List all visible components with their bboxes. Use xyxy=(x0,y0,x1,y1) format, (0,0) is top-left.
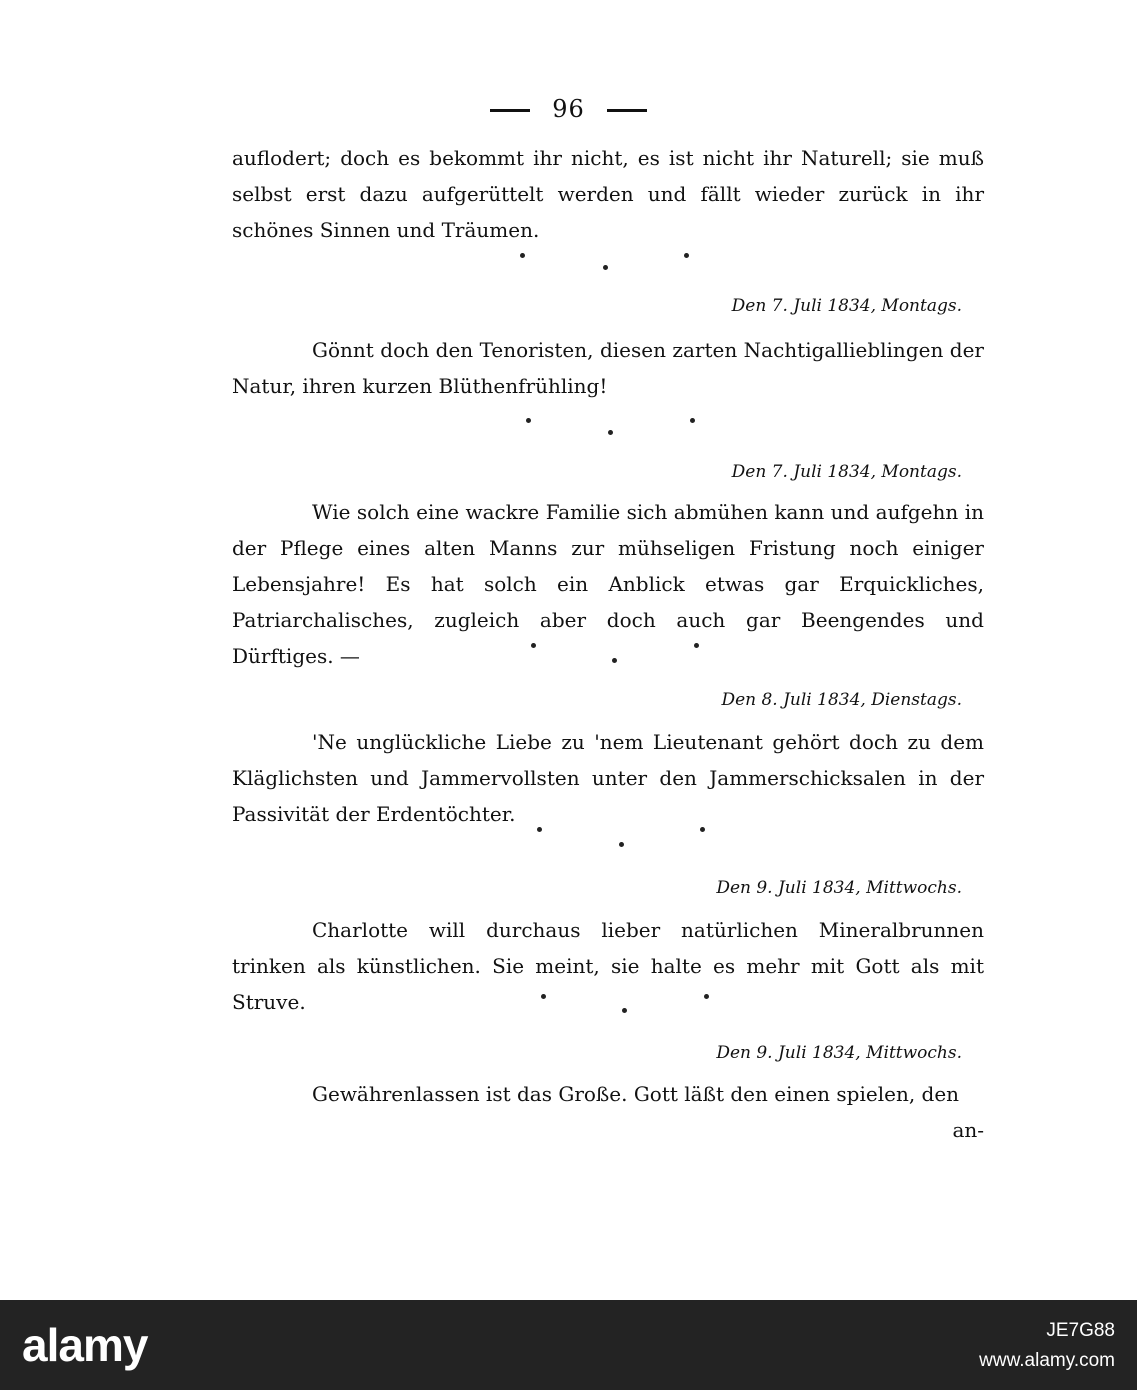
separator-dot xyxy=(690,418,695,423)
entry-5-date: Den 9. Juli 1834, Mittwochs. xyxy=(716,1043,962,1063)
entry-0-text: auflodert; doch es bekommt ihr nicht, es ist nicht ihr Naturell; sie muß selbst erst dazu aufgerüttelt werden und fällt wieder zurück in ihr schönes Sinnen und Träumen. xyxy=(232,146,984,242)
entry-2-date: Den 7. Juli 1834, Montags. xyxy=(731,462,962,482)
footer-url: www.alamy.com xyxy=(979,1350,1115,1371)
separator-dot xyxy=(700,827,705,832)
entry-4-date: Den 9. Juli 1834, Mittwochs. xyxy=(716,878,962,898)
separator-dot xyxy=(603,265,608,270)
separator-dot xyxy=(608,430,613,435)
separator-dot xyxy=(531,643,536,648)
separator-dot xyxy=(612,658,617,663)
separator-dot xyxy=(622,1008,627,1013)
entry-5-continuation: an- xyxy=(952,1118,984,1142)
separator-dot xyxy=(526,418,531,423)
separator-dot xyxy=(694,643,699,648)
separator-dot xyxy=(704,994,709,999)
entry-5-text: Gewährenlassen ist das Große. Gott läßt den einen spielen, den xyxy=(312,1082,960,1106)
dash-right xyxy=(607,109,647,112)
separator-dot xyxy=(619,842,624,847)
entry-3-date: Den 8. Juli 1834, Dienstags. xyxy=(721,690,962,710)
separator-dot xyxy=(684,253,689,258)
entry-2-text: Wie solch eine wackre Familie sich abmühen kann und aufgehn in der Pflege eines alten Manns zur mühseligen Fristung noch einiger Lebensjahre! Es hat solch ein Anblick etwas gar Erquickliches, Patriarchalisches, zugleich aber doch auch gar Beengendes und Dürftiges. — xyxy=(232,500,984,668)
dash-left xyxy=(490,109,530,112)
entry-4-text: Charlotte will durchaus lieber natürlichen Mineralbrunnen trinken als künstlichen. Sie meint, sie halte es mehr mit Gott als mit Struve. xyxy=(232,918,984,1014)
entry-3-text: 'Ne unglückliche Liebe zu 'nem Lieutenant gehört doch zu dem Kläglichsten und Jammervollsten unter den Jammerschicksalen in der Passivität der Erdentöchter. xyxy=(232,730,984,826)
image-code: JE7G88 xyxy=(1046,1320,1115,1341)
entry-1-date: Den 7. Juli 1834, Montags. xyxy=(731,296,962,316)
page-number: 96 xyxy=(0,95,1137,123)
separator-dot xyxy=(520,253,525,258)
separator-dot xyxy=(537,827,542,832)
brand-logo: alamy xyxy=(22,1319,148,1371)
watermark-footer xyxy=(0,1300,1137,1390)
entry-1-text: Gönnt doch den Tenoristen, diesen zarten Nachtigallieblingen der Natur, ihren kurzen Blüthenfrühling! xyxy=(232,338,984,398)
separator-dot xyxy=(541,994,546,999)
